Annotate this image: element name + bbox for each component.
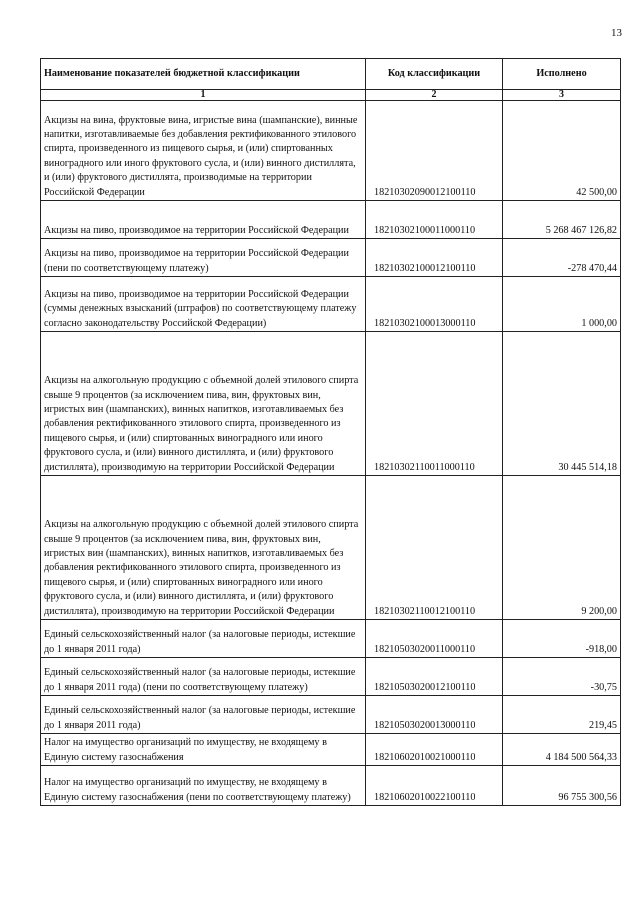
header-name: Наименование показателей бюджетной классификации — [41, 59, 366, 90]
row-amount: 9 200,00 — [503, 476, 621, 620]
row-amount: 42 500,00 — [503, 101, 621, 201]
header-code: Код классификации — [366, 59, 503, 90]
row-code: 18210503020011000110 — [366, 620, 503, 658]
page-number: 13 — [611, 27, 622, 39]
row-amount: -918,00 — [503, 620, 621, 658]
table-row — [41, 101, 621, 201]
header-executed: Исполнено — [503, 59, 621, 90]
row-code: 18210302100013000110 — [366, 277, 503, 332]
table-row — [41, 766, 621, 806]
row-name: Единый сельскохозяйственный налог (за налоговые периоды, истекшие до 1 января 2011 года) — [41, 620, 366, 658]
table-row — [41, 239, 621, 277]
table-row — [41, 332, 621, 476]
row-code: 18210602010022100110 — [366, 766, 503, 806]
row-code: 18210302100011000110 — [366, 201, 503, 239]
row-code: 18210302110011000110 — [366, 332, 503, 476]
row-name: Единый сельскохозяйственный налог (за налоговые периоды, истекшие до 1 января 2011 года) — [41, 696, 366, 734]
row-amount: -278 470,44 — [503, 239, 621, 277]
row-amount: 4 184 500 564,33 — [503, 734, 621, 766]
row-name: Акцизы на вина, фруктовые вина, игристые вина (шампанские), винные напитки, изготавливаемые без добавления ректификованного этилового спирта, произведенного из пищевого сырья, и (или) спиртованных виноградного или иного фруктового сусла, и (или) винного дистиллята, и (или) фруктового дистиллята, производимые на территории Российской Федерации — [41, 101, 366, 201]
row-amount: 5 268 467 126,82 — [503, 201, 621, 239]
table-row — [41, 696, 621, 734]
table-body — [41, 101, 621, 806]
row-name: Акцизы на пиво, производимое на территории Российской Федерации — [41, 201, 366, 239]
table-row — [41, 201, 621, 239]
table-row — [41, 658, 621, 696]
row-name: Акцизы на пиво, производимое на территории Российской Федерации (пени по соответствующему платежу) — [41, 239, 366, 277]
row-name: Акцизы на алкогольную продукцию с объемной долей этилового спирта свыше 9 процентов (за исключением пива, вин, фруктовых вин, игристых вин (шампанских), винных напитков, изготавливаемых без добавления ректификованного этилового спирта, произведенного из пищевого сырья, и (или) спиртованных виноградного или иного фруктового сусла, и (или) винного дистиллята, и (или) фруктового дистиллята), производимую на территории Российской Федерации — [41, 476, 366, 620]
row-code: 18210302100012100110 — [366, 239, 503, 277]
table-header — [41, 59, 621, 101]
row-name: Налог на имущество организаций по имуществу, не входящему в Единую систему газоснабжения — [41, 734, 366, 766]
table-row — [41, 277, 621, 332]
row-name: Налог на имущество организаций по имуществу, не входящему в Единую систему газоснабжения (пени по соответствующему платежу) — [41, 766, 366, 806]
budget-table — [40, 58, 621, 806]
row-code: 18210503020013000110 — [366, 696, 503, 734]
row-code: 18210503020012100110 — [366, 658, 503, 696]
column-number-1: 1 — [41, 90, 366, 101]
row-code: 18210602010021000110 — [366, 734, 503, 766]
row-code: 18210302090012100110 — [366, 101, 503, 201]
table-row — [41, 620, 621, 658]
row-name: Акцизы на алкогольную продукцию с объемной долей этилового спирта свыше 9 процентов (за исключением пива, вин, фруктовых вин, игристых вин (шампанских), винных напитков, изготавливаемых без добавления ректификованного этилового спирта, произведенного из пищевого сырья, и (или) спиртованных виноградного или иного фруктового сусла, и (или) винного дистиллята, и (или) фруктового дистиллята), производимую на территории Российской Федерации — [41, 332, 366, 476]
table-row — [41, 734, 621, 766]
column-number-3: 3 — [503, 90, 621, 101]
row-name: Акцизы на пиво, производимое на территории Российской Федерации (суммы денежных взысканий (штрафов) по соответствующему платежу согласно законодательству Российской Федерации) — [41, 277, 366, 332]
row-code: 18210302110012100110 — [366, 476, 503, 620]
table-row — [41, 476, 621, 620]
column-number-2: 2 — [366, 90, 503, 101]
row-amount: 96 755 300,56 — [503, 766, 621, 806]
row-amount: -30,75 — [503, 658, 621, 696]
row-name: Единый сельскохозяйственный налог (за налоговые периоды, истекшие до 1 января 2011 года) (пени по соответствующему платежу) — [41, 658, 366, 696]
row-amount: 1 000,00 — [503, 277, 621, 332]
row-amount: 219,45 — [503, 696, 621, 734]
row-amount: 30 445 514,18 — [503, 332, 621, 476]
